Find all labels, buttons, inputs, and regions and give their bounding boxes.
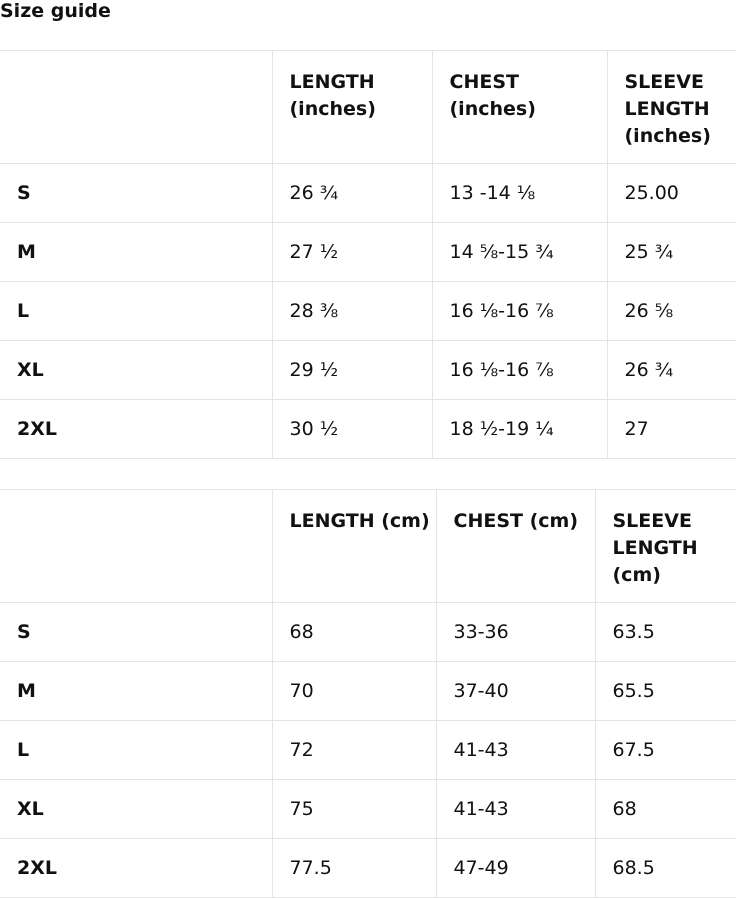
- chest-cell: 13 -14 ⅛: [432, 164, 607, 223]
- chest-cell: 41-43: [436, 721, 595, 780]
- size-cell: M: [0, 223, 272, 282]
- chest-cell: 47-49: [436, 839, 595, 898]
- table-row: [0, 603, 736, 662]
- chest-cell: 18 ½-19 ¼: [432, 400, 607, 459]
- length-cell: 72: [272, 721, 436, 780]
- size-cell: L: [0, 282, 272, 341]
- table-row: [0, 341, 736, 400]
- sleeve-length-cell: 27: [607, 400, 736, 459]
- chest-cell: 33-36: [436, 603, 595, 662]
- table-header-row: [0, 51, 736, 164]
- length-cell: 27 ½: [272, 223, 432, 282]
- length-cell: 70: [272, 662, 436, 721]
- table-row: [0, 223, 736, 282]
- table-row: [0, 721, 736, 780]
- length-column-header: LENGTH (cm): [272, 490, 436, 603]
- table-row: [0, 400, 736, 459]
- sleeve-length-column-header: SLEEVE LENGTH (cm): [595, 490, 736, 603]
- chest-cell: 14 ⅝-15 ¾: [432, 223, 607, 282]
- sleeve-length-cell: 68: [595, 780, 736, 839]
- table-row: [0, 780, 736, 839]
- chest-column-header: CHEST (inches): [432, 51, 607, 164]
- chest-cell: 16 ⅛-16 ⅞: [432, 282, 607, 341]
- chest-cell: 37-40: [436, 662, 595, 721]
- size-cell: S: [0, 164, 272, 223]
- sleeve-length-cell: 63.5: [595, 603, 736, 662]
- page-title: Size guide: [0, 0, 111, 22]
- length-cell: 75: [272, 780, 436, 839]
- sleeve-length-cell: 67.5: [595, 721, 736, 780]
- sleeve-length-column-header: SLEEVE LENGTH (inches): [607, 51, 736, 164]
- length-cell: 77.5: [272, 839, 436, 898]
- sleeve-length-cell: 26 ⅝: [607, 282, 736, 341]
- table-row: [0, 282, 736, 341]
- chest-cell: 41-43: [436, 780, 595, 839]
- length-cell: 29 ½: [272, 341, 432, 400]
- size-cell: XL: [0, 341, 272, 400]
- length-cell: 28 ⅜: [272, 282, 432, 341]
- length-column-header: LENGTH (inches): [272, 51, 432, 164]
- size-table-inches: [0, 50, 736, 459]
- size-column-header: [0, 51, 272, 164]
- size-cell: M: [0, 662, 272, 721]
- length-cell: 26 ¾: [272, 164, 432, 223]
- sleeve-length-cell: 65.5: [595, 662, 736, 721]
- table-row: [0, 662, 736, 721]
- sleeve-length-cell: 25.00: [607, 164, 736, 223]
- length-cell: 30 ½: [272, 400, 432, 459]
- chest-column-header: CHEST (cm): [436, 490, 595, 603]
- chest-cell: 16 ⅛-16 ⅞: [432, 341, 607, 400]
- sleeve-length-cell: 25 ¾: [607, 223, 736, 282]
- size-column-header: [0, 490, 272, 603]
- sleeve-length-cell: 68.5: [595, 839, 736, 898]
- sleeve-length-cell: 26 ¾: [607, 341, 736, 400]
- size-cell: L: [0, 721, 272, 780]
- table-header-row: [0, 490, 736, 603]
- table-row: [0, 164, 736, 223]
- length-cell: 68: [272, 603, 436, 662]
- size-cell: 2XL: [0, 400, 272, 459]
- size-cell: XL: [0, 780, 272, 839]
- size-table-cm: [0, 489, 736, 898]
- size-cell: S: [0, 603, 272, 662]
- size-cell: 2XL: [0, 839, 272, 898]
- table-row: [0, 839, 736, 898]
